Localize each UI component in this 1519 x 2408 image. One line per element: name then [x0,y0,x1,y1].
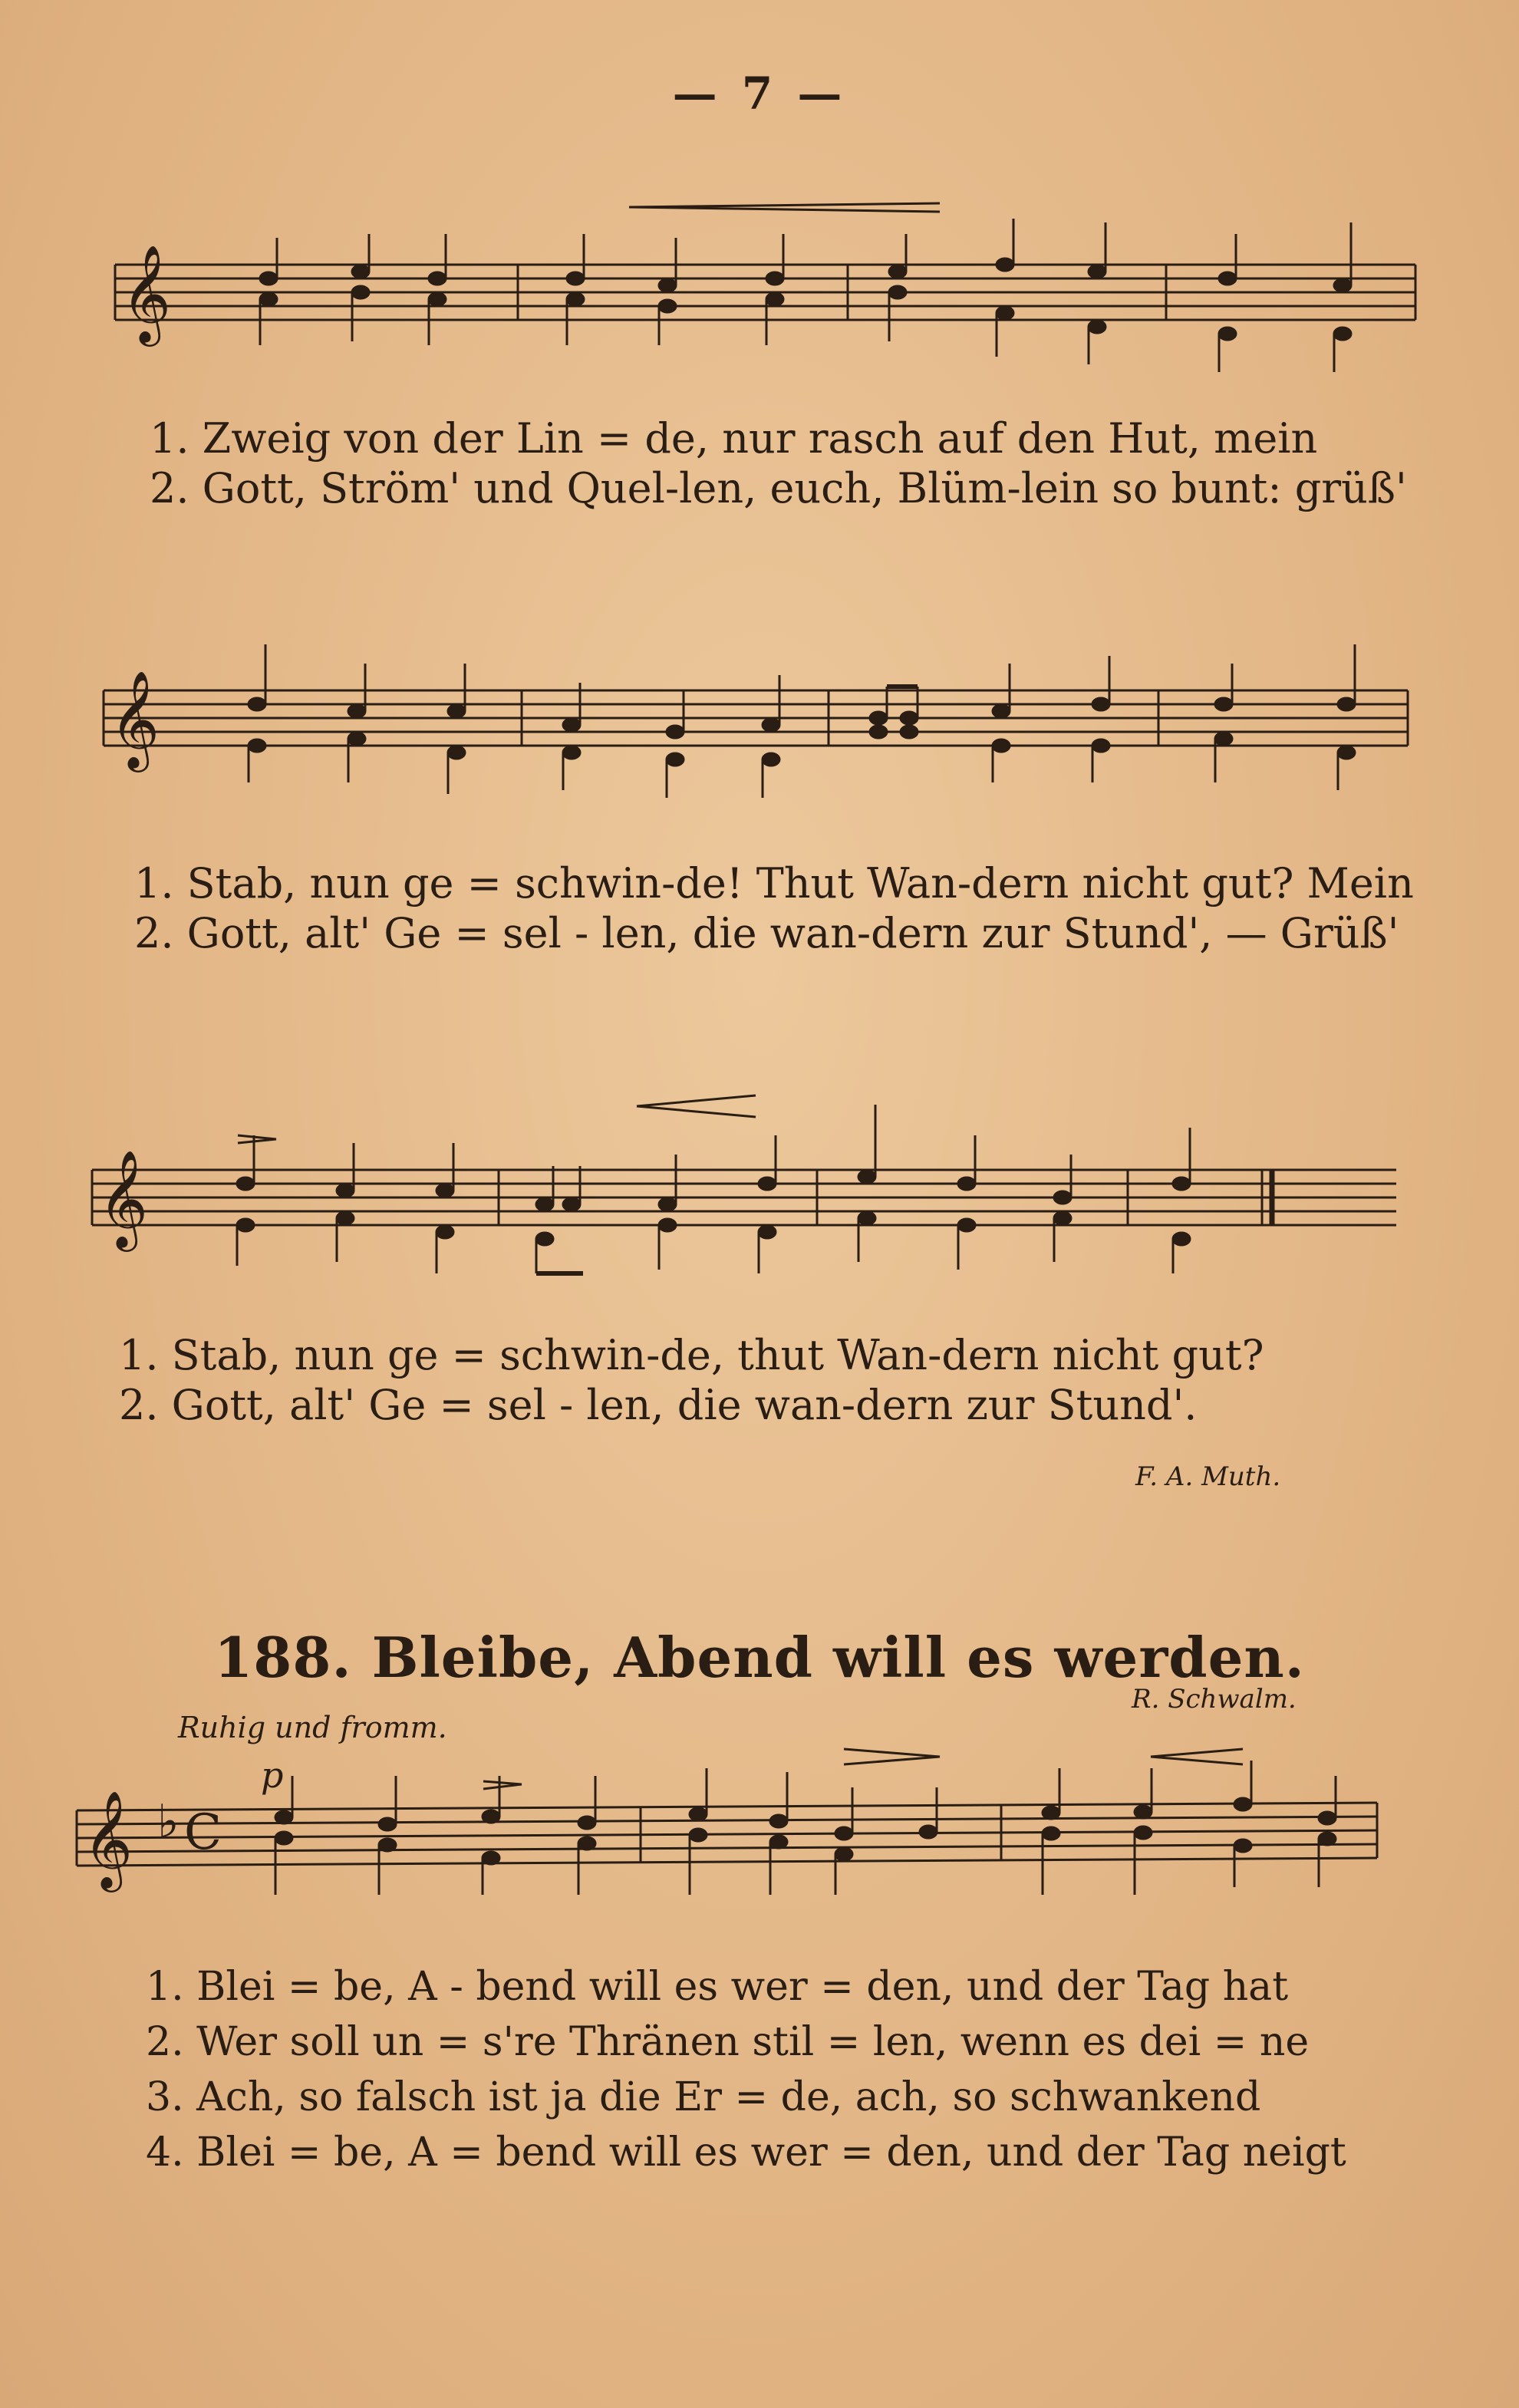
svg-text:𝄞: 𝄞 [83,1790,133,1888]
lyric-verse-2: 2. Gott, alt' Ge = sel - len, die wan-dern zur Stund'. [119,1381,1198,1429]
hymn-verse-2: 2. Wer soll un = s're Thränen stil = len, wenn es dei = ne [146,2019,1310,2065]
hymn-composer: R. Schwalm. [1132,1684,1297,1715]
lyric-verse-1: 1. Stab, nun ge = schwin-de! Thut Wan-dern nicht gut? Mein [134,859,1414,908]
lyric-verse-2: 2. Gott, Ström' und Quel-len, euch, Blüm-lein so bunt: grüß' [150,464,1407,512]
music-system-1 [115,192,1419,512]
svg-text:♭: ♭ [157,1795,180,1849]
dynamic-marking: p [261,1754,284,1796]
svg-text:𝄞: 𝄞 [110,670,160,768]
lyric-verse-2: 2. Gott, alt' Ge = sel - len, die wan-dern zur Stund', — Grüß' [134,909,1399,957]
svg-text:𝄞: 𝄞 [121,244,172,342]
composer-credit: F. A. Muth. [1135,1461,1281,1492]
music-system-2 [104,629,1414,957]
hymn-verse-1: 1. Blei = be, A - bend will es wer = den, und der Tag hat [146,1964,1289,2010]
tempo-marking: Ruhig und fromm. [178,1711,447,1744]
music-staff-4 [77,1741,1381,1972]
svg-text:𝄞: 𝄞 [98,1149,149,1247]
hymn-title: 188. Bleibe, Abend will es werden. [214,1625,1305,1690]
music-staff-3 [92,1089,1396,1319]
music-system-3 [92,1089,1396,1429]
music-staff-1 [115,192,1419,422]
hymn-lyrics [146,1964,1373,2240]
music-staff-2 [104,629,1408,859]
lyric-verse-1: 1. Zweig von der Lin = de, nur rasch auf den Hut, mein [150,414,1318,463]
page-number: — 7 — [672,68,847,120]
hymn-verse-4: 4. Blei = be, A = bend will es wer = den, und der Tag neigt [146,2130,1346,2176]
music-system-4 [77,1741,1381,1972]
lyric-verse-1: 1. Stab, nun ge = schwin-de, thut Wan-dern nicht gut? [119,1331,1264,1379]
hymn-verse-3: 3. Ach, so falsch ist ja die Er = de, ach, so schwankend [146,2074,1261,2120]
svg-text:C: C [184,1804,222,1861]
